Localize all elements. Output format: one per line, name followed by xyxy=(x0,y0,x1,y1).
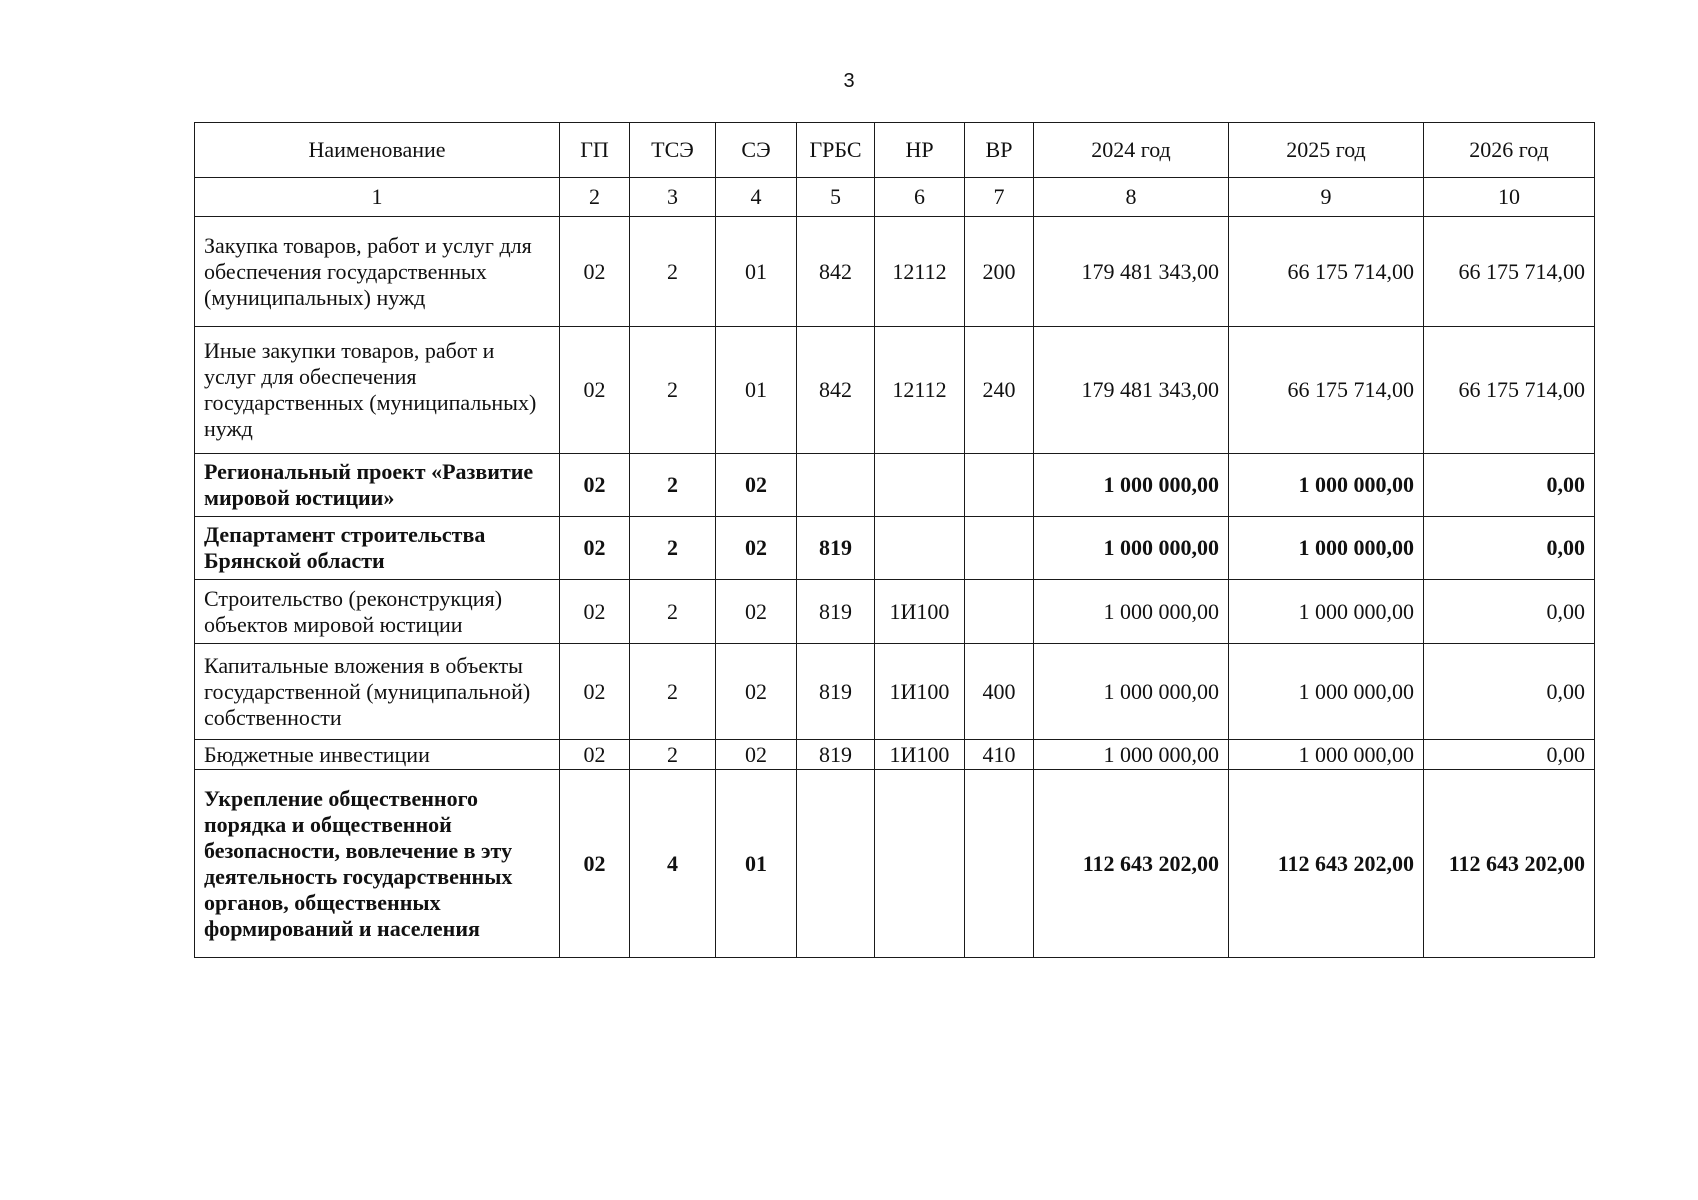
budget-table xyxy=(194,122,1595,958)
column-index: 6 xyxy=(875,178,965,217)
cell-gp: 02 xyxy=(560,770,630,958)
column-index-row xyxy=(195,178,1595,217)
cell-gp: 02 xyxy=(560,740,630,770)
column-index: 3 xyxy=(630,178,716,217)
cell-vr xyxy=(965,770,1034,958)
page-number: 3 xyxy=(843,70,855,92)
cell-vr xyxy=(965,580,1034,644)
cell-2026: 0,00 xyxy=(1424,740,1595,770)
row-name: Капитальные вложения в объекты государственной (муниципальной) собственности xyxy=(195,644,560,740)
cell-nr: 1И100 xyxy=(875,740,965,770)
cell-2025: 1 000 000,00 xyxy=(1229,580,1424,644)
cell-tse: 4 xyxy=(630,770,716,958)
cell-tse: 2 xyxy=(630,217,716,327)
cell-2025: 1 000 000,00 xyxy=(1229,517,1424,580)
cell-2025: 66 175 714,00 xyxy=(1229,327,1424,454)
cell-se: 02 xyxy=(716,517,797,580)
cell-grbs: 842 xyxy=(797,217,875,327)
cell-grbs: 819 xyxy=(797,644,875,740)
header-nr: НР xyxy=(875,123,965,178)
cell-tse: 2 xyxy=(630,327,716,454)
row-name: Департамент строительства Брянской области xyxy=(195,517,560,580)
cell-2024: 1 000 000,00 xyxy=(1034,580,1229,644)
cell-tse: 2 xyxy=(630,454,716,517)
cell-2024: 1 000 000,00 xyxy=(1034,517,1229,580)
cell-se: 01 xyxy=(716,327,797,454)
cell-vr: 240 xyxy=(965,327,1034,454)
cell-2024: 179 481 343,00 xyxy=(1034,327,1229,454)
cell-2026: 112 643 202,00 xyxy=(1424,770,1595,958)
cell-2026: 0,00 xyxy=(1424,454,1595,517)
cell-gp: 02 xyxy=(560,454,630,517)
cell-2026: 66 175 714,00 xyxy=(1424,217,1595,327)
cell-tse: 2 xyxy=(630,644,716,740)
cell-vr xyxy=(965,454,1034,517)
cell-nr: 1И100 xyxy=(875,644,965,740)
column-index: 10 xyxy=(1424,178,1595,217)
column-index: 8 xyxy=(1034,178,1229,217)
cell-gp: 02 xyxy=(560,217,630,327)
column-index: 9 xyxy=(1229,178,1424,217)
cell-nr: 12112 xyxy=(875,327,965,454)
header-2025: 2025 год xyxy=(1229,123,1424,178)
table-row xyxy=(195,740,1595,770)
cell-2024: 1 000 000,00 xyxy=(1034,740,1229,770)
header-row xyxy=(195,123,1595,178)
cell-2025: 66 175 714,00 xyxy=(1229,217,1424,327)
table-row xyxy=(195,517,1595,580)
cell-vr: 400 xyxy=(965,644,1034,740)
cell-2025: 1 000 000,00 xyxy=(1229,454,1424,517)
row-name: Строительство (реконструкция) объектов мировой юстиции xyxy=(195,580,560,644)
header-grbs: ГРБС xyxy=(797,123,875,178)
cell-nr xyxy=(875,517,965,580)
cell-se: 02 xyxy=(716,740,797,770)
cell-se: 02 xyxy=(716,580,797,644)
cell-se: 01 xyxy=(716,770,797,958)
cell-tse: 2 xyxy=(630,740,716,770)
cell-2024: 112 643 202,00 xyxy=(1034,770,1229,958)
header-gp: ГП xyxy=(560,123,630,178)
header-vr: ВР xyxy=(965,123,1034,178)
cell-se: 01 xyxy=(716,217,797,327)
cell-se: 02 xyxy=(716,454,797,517)
cell-2026: 0,00 xyxy=(1424,517,1595,580)
cell-2026: 0,00 xyxy=(1424,644,1595,740)
cell-grbs: 819 xyxy=(797,517,875,580)
column-index: 7 xyxy=(965,178,1034,217)
header-name: Наименование xyxy=(195,123,560,178)
cell-tse: 2 xyxy=(630,580,716,644)
cell-gp: 02 xyxy=(560,327,630,454)
cell-2026: 66 175 714,00 xyxy=(1424,327,1595,454)
cell-gp: 02 xyxy=(560,517,630,580)
cell-vr: 200 xyxy=(965,217,1034,327)
header-tse: ТСЭ xyxy=(630,123,716,178)
row-name: Иные закупки товаров, работ и услуг для обеспечения государственных (муниципальных) нужд xyxy=(195,327,560,454)
column-index: 1 xyxy=(195,178,560,217)
cell-grbs xyxy=(797,454,875,517)
cell-tse: 2 xyxy=(630,517,716,580)
cell-2026: 0,00 xyxy=(1424,580,1595,644)
cell-grbs: 819 xyxy=(797,740,875,770)
column-index: 2 xyxy=(560,178,630,217)
header-2024: 2024 год xyxy=(1034,123,1229,178)
cell-gp: 02 xyxy=(560,644,630,740)
header-2026: 2026 год xyxy=(1424,123,1595,178)
row-name: Укрепление общественного порядка и общественной безопасности, вовлечение в эту деятельность государственных органов, общественных формирований и населения xyxy=(195,770,560,958)
cell-2024: 179 481 343,00 xyxy=(1034,217,1229,327)
cell-nr: 1И100 xyxy=(875,580,965,644)
cell-vr xyxy=(965,517,1034,580)
row-name: Региональный проект «Развитие мировой юстиции» xyxy=(195,454,560,517)
cell-gp: 02 xyxy=(560,580,630,644)
table-row xyxy=(195,327,1595,454)
cell-vr: 410 xyxy=(965,740,1034,770)
cell-grbs: 842 xyxy=(797,327,875,454)
table-row xyxy=(195,644,1595,740)
cell-grbs xyxy=(797,770,875,958)
column-index: 5 xyxy=(797,178,875,217)
row-name: Закупка товаров, работ и услуг для обеспечения государственных (муниципальных) нужд xyxy=(195,217,560,327)
cell-2025: 1 000 000,00 xyxy=(1229,644,1424,740)
table-row xyxy=(195,454,1595,517)
cell-nr: 12112 xyxy=(875,217,965,327)
table-row xyxy=(195,580,1595,644)
cell-2025: 1 000 000,00 xyxy=(1229,740,1424,770)
table-row xyxy=(195,770,1595,958)
cell-2024: 1 000 000,00 xyxy=(1034,644,1229,740)
column-index: 4 xyxy=(716,178,797,217)
cell-nr xyxy=(875,454,965,517)
cell-2024: 1 000 000,00 xyxy=(1034,454,1229,517)
cell-2025: 112 643 202,00 xyxy=(1229,770,1424,958)
cell-nr xyxy=(875,770,965,958)
row-name: Бюджетные инвестиции xyxy=(195,740,560,770)
cell-grbs: 819 xyxy=(797,580,875,644)
header-se: СЭ xyxy=(716,123,797,178)
cell-se: 02 xyxy=(716,644,797,740)
table-row xyxy=(195,217,1595,327)
